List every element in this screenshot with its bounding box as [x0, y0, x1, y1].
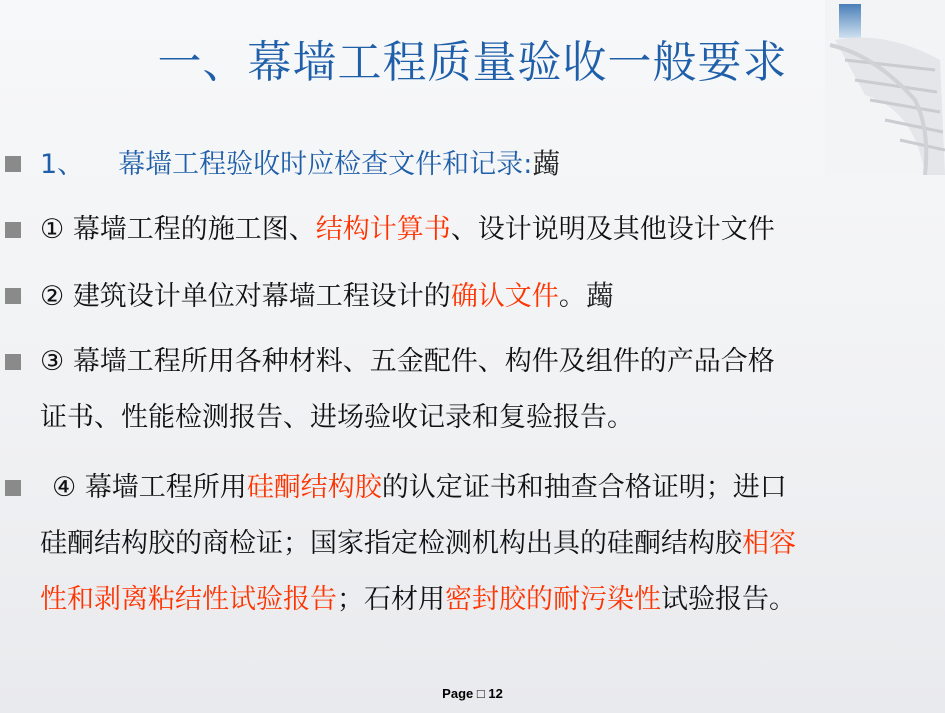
- highlight-text: 密封胶的耐污染性: [445, 584, 661, 615]
- square-bullet-icon: [5, 222, 21, 238]
- item-text-mid: ；石材用: [337, 584, 445, 615]
- placeholder-glyph: 䕽: [585, 279, 614, 312]
- item-text-post: 、设计说明及其他设计文件: [450, 214, 775, 245]
- page-number-value: 12: [488, 686, 503, 701]
- item-colon: :: [523, 149, 533, 180]
- square-bullet-icon: [5, 354, 21, 370]
- item-text-pre: 幕墙工程的施工图、: [72, 214, 316, 245]
- item-number: ②: [40, 281, 65, 312]
- list-item: [0, 134, 945, 194]
- item-text-post: 试验报告。: [661, 584, 796, 615]
- page-label: Page: [442, 686, 474, 701]
- item-text-line1: 幕墙工程所用各种材料、五金配件、构件及组件的产品合格: [72, 346, 775, 377]
- item-text-pre: 硅酮结构胶的商检证；国家指定检测机构出具的硅酮结构胶: [40, 528, 742, 559]
- highlight-text: 结构计算书: [315, 214, 451, 245]
- item-number: ①: [40, 214, 65, 245]
- highlight-text: 相容: [742, 528, 796, 559]
- list-item: [0, 332, 945, 452]
- item-text-post: 。: [558, 281, 586, 312]
- square-bullet-icon: [5, 156, 21, 172]
- item-text-post: 的认定证书和抽查合格证明；进口: [381, 472, 787, 503]
- item-text-pre: 建筑设计单位对幕墙工程设计的: [72, 281, 451, 312]
- list-item: [0, 200, 945, 260]
- slide-title: 一、幕墙工程质量验收一般要求: [157, 37, 788, 88]
- placeholder-glyph: 䕽: [532, 147, 561, 180]
- list-item: [0, 458, 945, 638]
- item-text-pre: 幕墙工程所用: [84, 472, 247, 503]
- highlight-text: 硅酮结构胶: [246, 472, 382, 503]
- page-number: [0, 686, 945, 701]
- highlight-text: 性和剥离粘结性试验报告: [40, 584, 337, 615]
- list-item: [0, 266, 945, 326]
- item-number: 1、: [40, 149, 85, 180]
- item-text-line2: 证书、性能检测报告、进场验收记录和复验报告。: [40, 402, 634, 433]
- square-bullet-icon: [5, 288, 21, 304]
- highlight-text: 确认文件: [450, 281, 559, 312]
- page-box-icon: □: [476, 686, 485, 701]
- item-number: ④: [52, 472, 77, 503]
- item-number: ③: [40, 346, 65, 377]
- square-bullet-icon: [5, 480, 21, 496]
- item-text: 幕墙工程验收时应检查文件和记录: [118, 149, 524, 180]
